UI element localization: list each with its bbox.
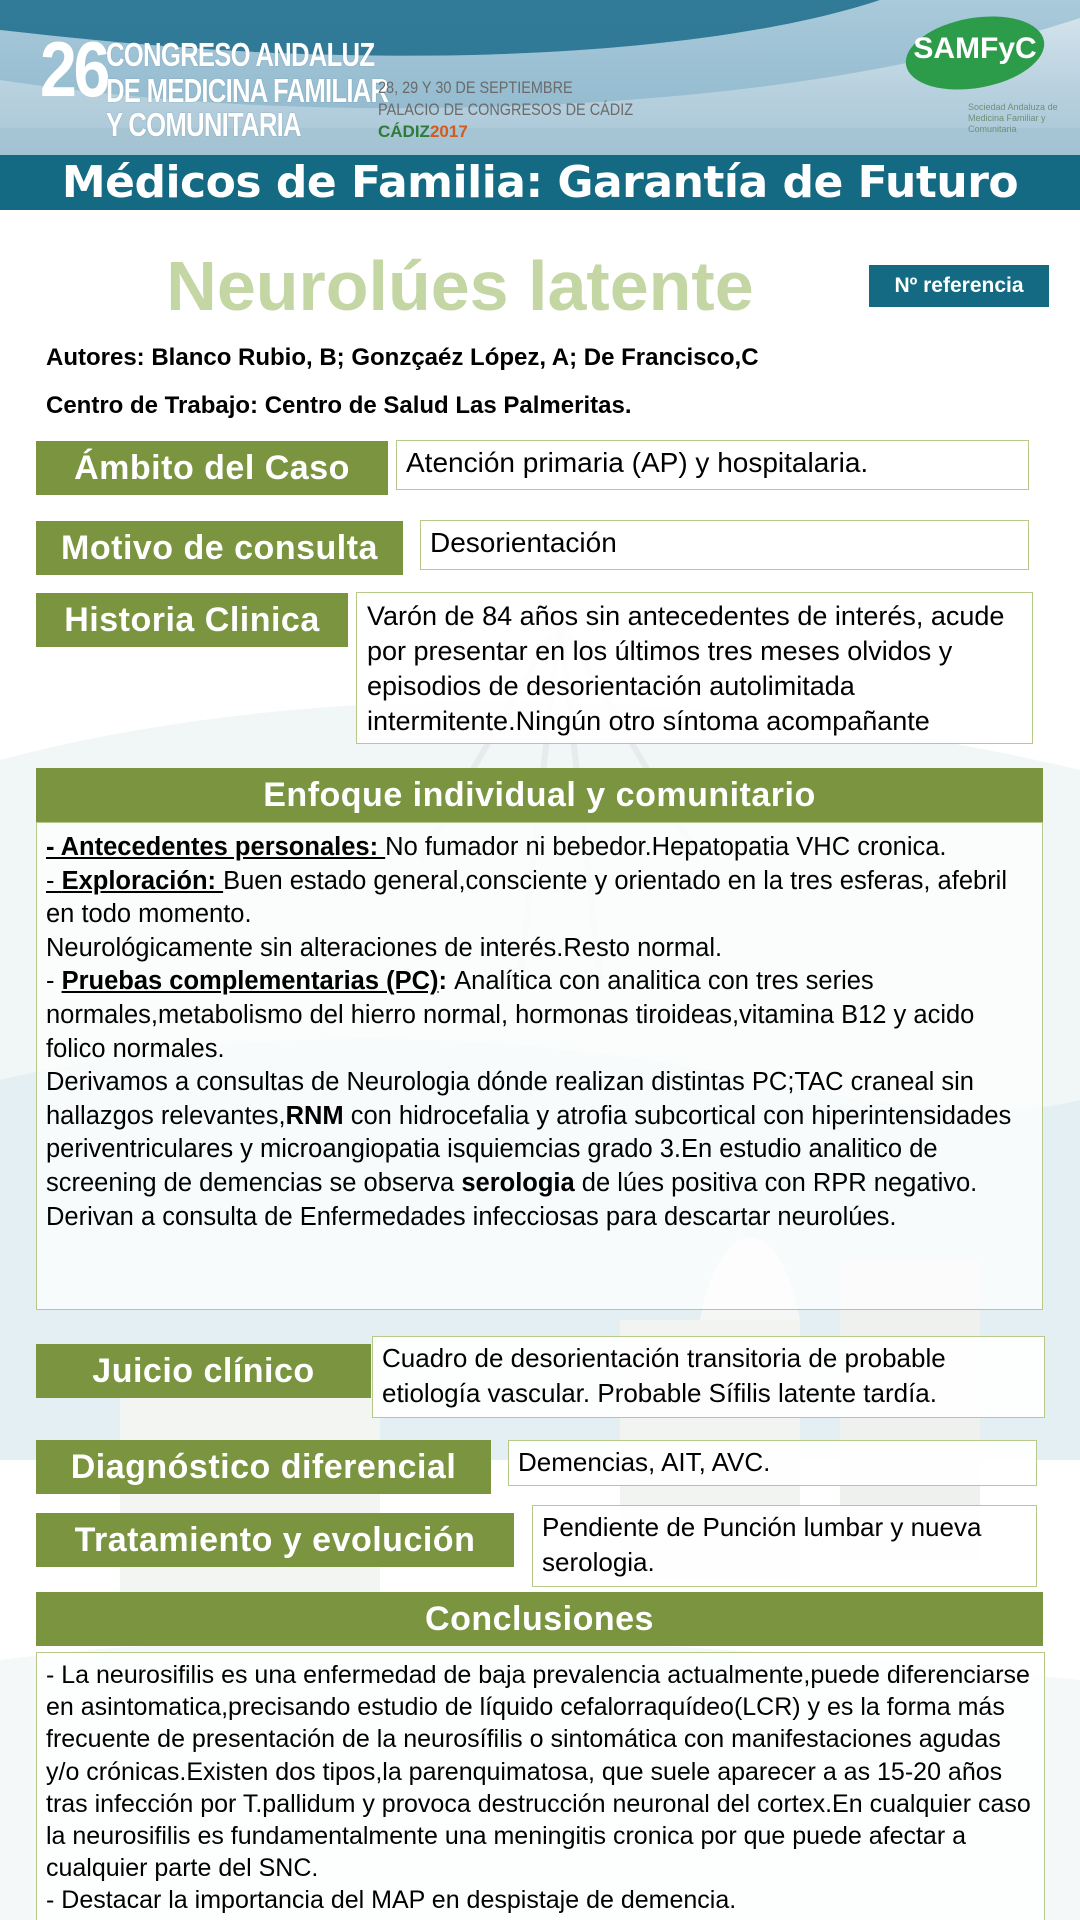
- rnm-bold: RNM: [285, 1101, 344, 1130]
- diagnostico-text: Demencias, AIT, AVC.: [508, 1440, 1037, 1486]
- event-dates: 28, 29 Y 30 DE SEPTIEMBRE: [378, 78, 573, 97]
- motivo-label: Motivo de consulta: [36, 521, 403, 575]
- case-title: Neurolúes latente: [166, 247, 754, 325]
- ambito-label: Ámbito del Caso: [36, 441, 388, 495]
- enfoque-header: Enfoque individual y comunitario: [36, 768, 1043, 822]
- exploracion-text: Buen estado general,consciente y orientado en la tres esferas, afebril en todo momento.: [46, 866, 1008, 929]
- exploracion-label: Exploración:: [61, 866, 224, 895]
- historia-label: Historia Clinica: [36, 593, 348, 647]
- enfoque-body: [36, 822, 1043, 1310]
- congress-header: [0, 0, 1080, 155]
- ambito-text: Atención primaria (AP) y hospitalaria.: [396, 440, 1029, 490]
- antecedentes-paragraph: [46, 831, 1033, 865]
- pruebas-dash: -: [46, 967, 62, 996]
- derivamos-text-3: de lúes positiva con RPR negativo.: [574, 1168, 978, 1197]
- samfyc-logo-text: SAMFyC: [913, 32, 1037, 65]
- tratamiento-label: Tratamiento y evolución: [36, 1513, 514, 1567]
- juicio-text: Cuadro de desorientación transitoria de probable etiología vascular. Probable Sífilis latente tardía.: [372, 1336, 1045, 1418]
- conclusiones-body: [36, 1652, 1045, 1920]
- congress-name-line-2: DE MEDICINA FAMILIAR: [106, 72, 389, 109]
- tratamiento-text: Pendiente de Punción lumbar y nueva serologia.: [532, 1505, 1037, 1587]
- event-venue: PALACIO DE CONGRESOS DE CÁDIZ: [378, 100, 634, 119]
- conclusiones-paragraph-1: - La neurosifilis es una enfermedad de baja prevalencia actualmente,puede diferenciarse en asintomatica,precisando estudio de líquido cefalorraquídeo(LCR) y es la forma más frecuente de presentación de la neurosífilis o sintomática con manifestaciones agudas y/o crónicas.Existen dos tipos,la parenquimatosa, que suele aparecer a as 15-20 años tras infección por T.pallidum y provoca destrucción neuronal del cortex.En cualquier caso la neurosifilis es fundamentalmente una meningitis cronica por que puede afectar a cualquier parte del SNC.: [46, 1661, 1031, 1883]
- authors: Autores: Blanco Rubio, B; Gonzçaéz López, A; De Francisco,C: [46, 344, 759, 371]
- juicio-label: Juicio clínico: [36, 1344, 371, 1398]
- workplace: Centro de Trabajo: Centro de Salud Las Palmeritas.: [46, 392, 632, 419]
- pruebas-label: Pruebas complementarias (PC): [61, 967, 439, 996]
- congress-name-line-3: Y COMUNITARIA: [106, 106, 301, 143]
- derivamos-paragraph: [46, 1066, 1033, 1200]
- derivamos-text-1: Derivamos a consultas de Neurologia dónde realizan distintas PC;TAC craneal sin hallazgos relevantes,: [46, 1068, 974, 1130]
- antecedentes-label: - Antecedentes personales:: [46, 833, 386, 861]
- neuro-paragraph: Neurológicamente sin alteraciones de interés.Resto normal.: [46, 933, 723, 962]
- event-year: 2017: [429, 122, 468, 141]
- historia-text: Varón de 84 años sin antecedentes de interés, acude por presentar en los últimos tres meses olvidos y episodios de desorientación autolimitada intermitente.Ningún otro síntoma acompañante: [356, 592, 1033, 744]
- pruebas-text: Analítica con analitica con tres series normales,metabolismo del hierro normal, hormonas tiroideas,vitamina B12 y acido folico normales.: [46, 967, 975, 1063]
- derivan-paragraph: Derivan a consulta de Enfermedades infecciosas para descartar neurolúes.: [46, 1202, 897, 1231]
- conclusiones-paragraph-2: - Destacar la importancia del MAP en despistaje de demencia.: [46, 1886, 737, 1915]
- serologia-bold: serologia: [461, 1168, 575, 1197]
- slogan: Médicos de Familia: Garantía de Futuro: [61, 157, 1019, 208]
- antecedentes-text: No fumador ni bebedor.Hepatopatia VHC cronica.: [385, 833, 947, 861]
- reference-number-badge: Nº referencia: [869, 265, 1049, 307]
- pruebas-paragraph: [46, 965, 1033, 1066]
- event-city: CÁDIZ: [378, 122, 430, 141]
- event-city-year: [378, 122, 468, 142]
- derivamos-text-2: con hidrocefalia y atrofia subcortical con hiperintensidades periventriculares y microangiopatia isquiemcias grado 3.En estudio analitico de screening de demencias se observa: [46, 1101, 1012, 1197]
- conclusiones-header: Conclusiones: [36, 1592, 1043, 1646]
- motivo-text: Desorientación: [420, 520, 1029, 570]
- exploracion-dash: -: [46, 866, 62, 895]
- congress-number: 26: [40, 25, 107, 113]
- samfyc-logo-subtext: Sociedad Andaluza de Medicina Familiar y Comunitaria: [968, 102, 1058, 134]
- congress-name-line-1: CONGRESO ANDALUZ: [106, 36, 375, 73]
- pruebas-colon: :: [438, 967, 455, 996]
- exploracion-paragraph: [46, 865, 1033, 932]
- diagnostico-label: Diagnóstico diferencial: [36, 1440, 491, 1494]
